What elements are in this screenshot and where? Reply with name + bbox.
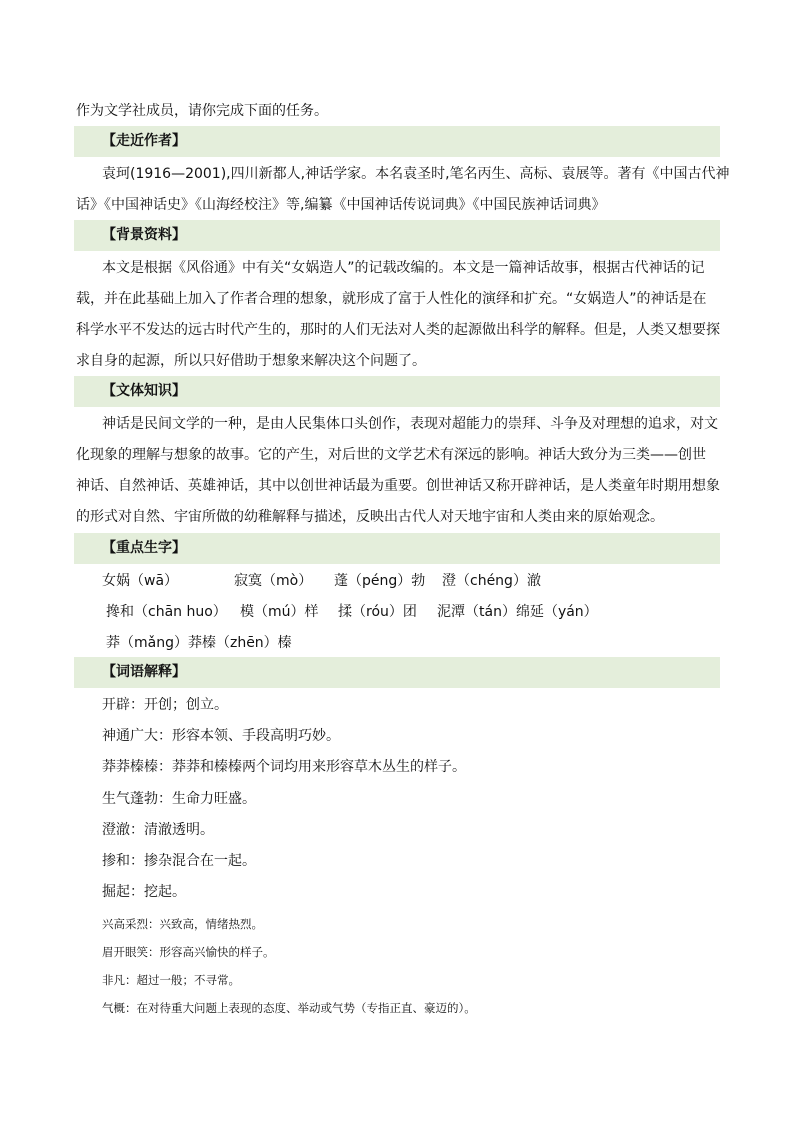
char-item: 搀和（chān huo） [106, 604, 227, 620]
char-item: 澄（chéng）澈 [442, 573, 541, 589]
section-heading: 【文体知识】 [102, 383, 186, 399]
word-entry: 掺和：掺杂混合在一起。 [102, 853, 256, 869]
section-header-background [74, 220, 720, 251]
paragraph-line: 话》《中国神话史》《山海经校注》等,编纂《中国神话传说词典》《中国民族神话词典》 [76, 197, 606, 213]
paragraph-line: 神话是民间文学的一种，是由人民集体口头创作，表现对超能力的崇拜、斗争及对理想的追求，对文 [102, 416, 718, 432]
char-item: 蓬（péng）勃 [334, 573, 426, 589]
paragraph-line: 求自身的起源，所以只好借助于想象来解决这个问题了。 [76, 353, 426, 369]
word-entry-small: 非凡：超过一般；不寻常。 [102, 973, 240, 987]
char-item: 寂寞（mò） [234, 573, 313, 589]
paragraph-line: 的形式对自然、宇宙所做的幼稚解释与描述，反映出古代人对天地宇宙和人类由来的原始观念。 [76, 509, 664, 525]
section-header-genre [74, 376, 720, 407]
char-item: 揉（róu）团 [338, 604, 417, 620]
word-entry: 莽莽榛榛：莽莽和榛榛两个词均用来形容草木丛生的样子。 [102, 759, 466, 775]
word-entry-small: 兴高采烈：兴致高，情绪热烈。 [102, 917, 263, 931]
word-entry: 开辟：开创；创立。 [102, 697, 228, 713]
section-header-chars [74, 533, 720, 564]
section-header-words [74, 657, 720, 688]
section-heading: 【重点生字】 [102, 540, 186, 556]
char-item: 莽（mǎng）莽榛（zhēn）榛 [106, 635, 292, 651]
paragraph-line: 本文是根据《风俗通》中有关“女娲造人”的记载改编的。本文是一篇神话故事，根据古代神话的记 [102, 260, 705, 276]
paragraph-line: 化现象的理解与想象的故事。它的产生，对后世的文学艺术有深远的影响。神话大致分为三类——创世 [76, 447, 706, 463]
char-item: 模（mú）样 [240, 604, 319, 620]
word-entry: 掘起：挖起。 [102, 884, 186, 900]
paragraph-line: 科学水平不发达的远古时代产生的，那时的人们无法对人类的起源做出科学的解释。但是，人类又想要探 [76, 322, 720, 338]
intro-text: 作为文学社成员，请你完成下面的任务。 [76, 103, 328, 119]
section-heading: 【走近作者】 [102, 133, 186, 149]
char-item: 泥潭（tán）绵延（yán） [437, 604, 598, 620]
paragraph-line: 袁珂(1916—2001),四川新都人,神话学家。本名袁圣时,笔名丙生、高标、袁展等。著有《中国古代神 [102, 166, 730, 182]
section-header-author [74, 126, 720, 157]
word-entry-small: 眉开眼笑：形容高兴愉快的样子。 [102, 945, 275, 959]
section-heading: 【词语解释】 [102, 664, 186, 680]
paragraph-line: 载，并在此基础上加入了作者合理的想象，就形成了富于人性化的演绎和扩充。“女娲造人”的神话是在 [76, 291, 707, 307]
section-heading: 【背景资料】 [102, 227, 186, 243]
word-entry: 生气蓬勃：生命力旺盛。 [102, 791, 256, 807]
word-entry: 澄澈：清澈透明。 [102, 822, 214, 838]
paragraph-line: 神话、自然神话、英雄神话，其中以创世神话最为重要。创世神话又称开辟神话，是人类童年时期用想象 [76, 478, 720, 494]
char-item: 女娲（wā） [102, 573, 179, 589]
word-entry: 神通广大：形容本领、手段高明巧妙。 [102, 728, 340, 744]
word-entry-small: 气概：在对待重大问题上表现的态度、举动或气势（专指正直、豪迈的）。 [102, 1001, 476, 1015]
